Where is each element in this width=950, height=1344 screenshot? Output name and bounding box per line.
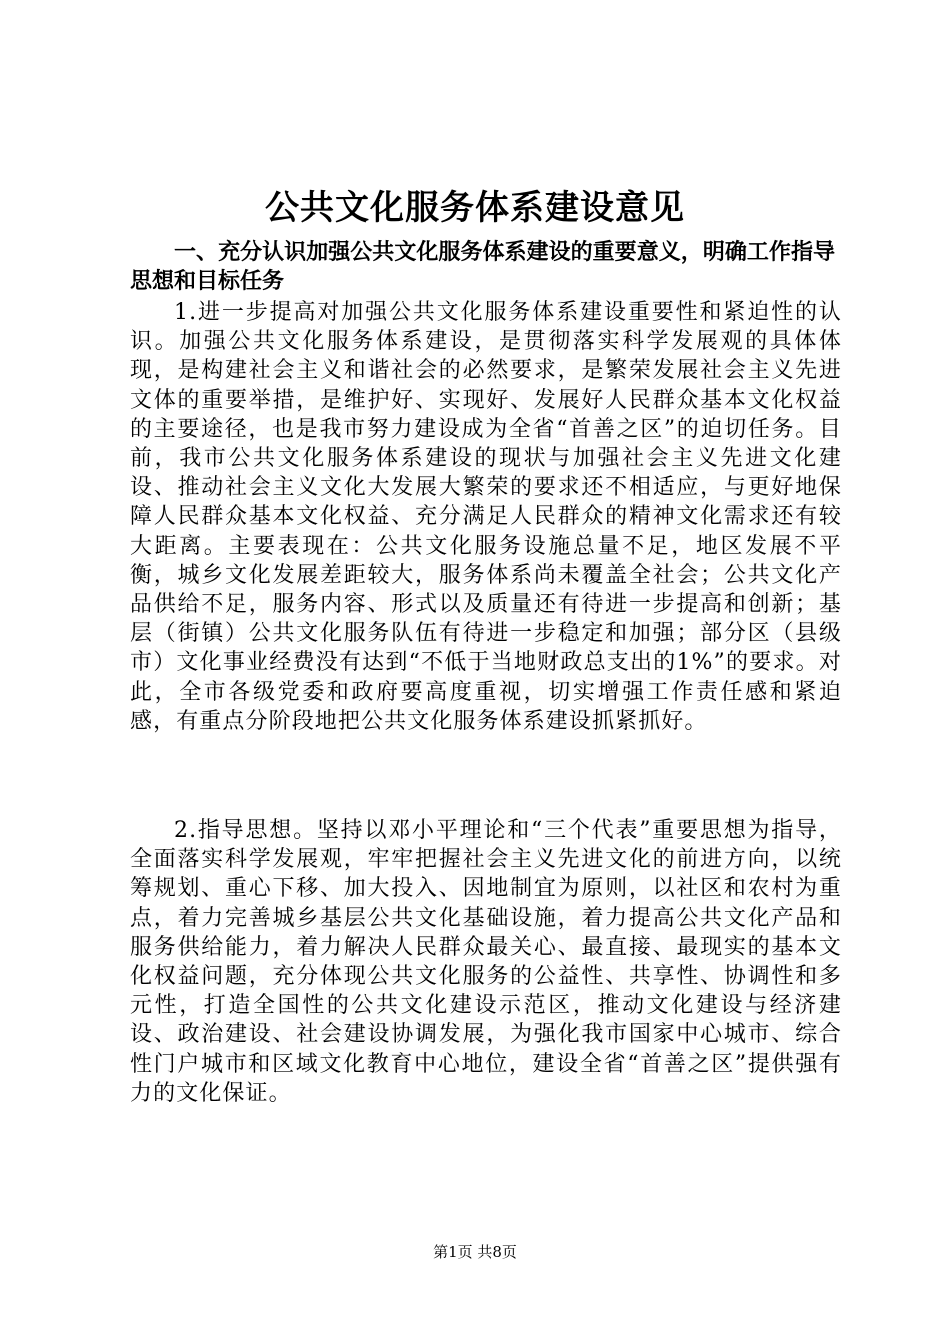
page-indicator: 第1页 共8页 bbox=[433, 1243, 517, 1261]
section-heading: 一、充分认识加强公共文化服务体系建设的重要意义，明确工作指导思想和目标任务 bbox=[130, 240, 835, 294]
paragraph-1: 1.进一步提高对加强公共文化服务体系建设重要性和紧迫性的认识。加强公共文化服务体系建设，是贯彻落实科学发展观的具体体现，是构建社会主义和谐社会的必然要求，是繁荣发展社会主义先进文体的重要举措，是维护好、实现好、发展好人民群众基本文化权益的主要途径，也是我市努力建设成为全省“首善之区”的迫切任务。目前，我市公共文化服务体系建设的现状与加强社会主义先进文化建设、推动社会主义文化大发展大繁荣的要求还不相适应，与更好地保障人民群众基本文化权益、充分满足人民群众的精神文化需求还有较大距离。主要表现在：公共文化服务设施总量不足，地区发展不平衡，城乡文化发展差距较大，服务体系尚未覆盖全社会；公共文化产品供给不足，服务内容、形式以及质量还有待进一步提高和创新；基层（街镇）公共文化服务队伍有待进一步稳定和加强；部分区（县级市）文化事业经费没有达到“不低于当地财政总支出的1%”的要求。对此，全市各级党委和政府要高度重视，切实增强工作责任感和紧迫感，有重点分阶段地把公共文化服务体系建设抓紧抓好。 bbox=[130, 300, 842, 734]
paragraph-2: 2.指导思想。坚持以邓小平理论和“三个代表”重要思想为指导，全面落实科学发展观，牢牢把握社会主义先进文化的前进方向，以统筹规划、重心下移、加大投入、因地制宜为原则，以社区和农村为重点，着力完善城乡基层公共文化基础设施，着力提高公共文化产品和服务供给能力，着力解决人民群众最关心、最直接、最现实的基本文化权益问题，充分体现公共文化服务的公益性、共享性、协调性和多元性，打造全国性的公共文化建设示范区，推动文化建设与经济建设、政治建设、社会建设协调发展，为强化我市国家中心城市、综合性门户城市和区域文化教育中心地位，建设全省“首善之区”提供强有力的文化保证。 bbox=[130, 818, 842, 1106]
document-title: 公共文化服务体系建设意见 bbox=[265, 188, 685, 228]
